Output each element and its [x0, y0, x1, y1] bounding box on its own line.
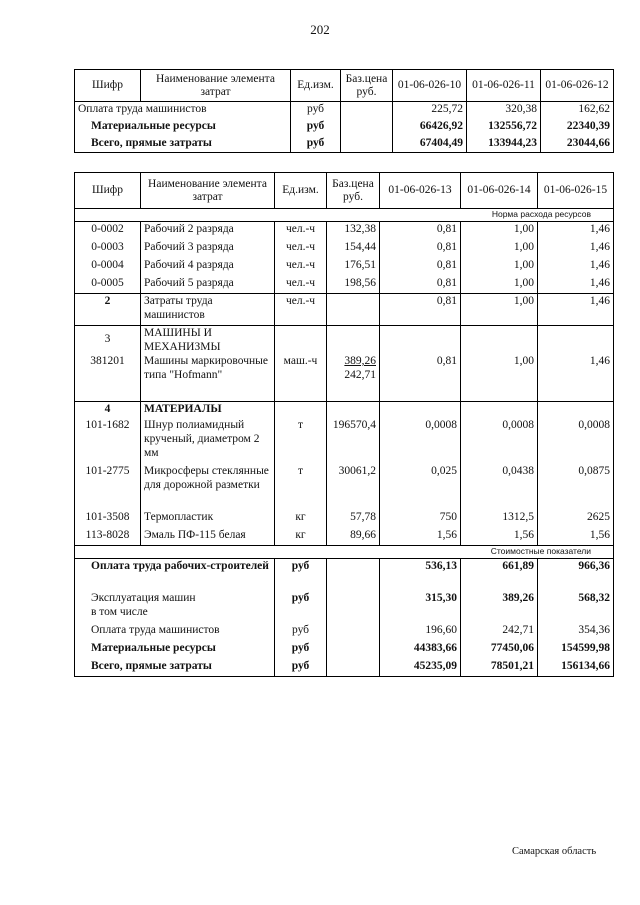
row-value: 0,81	[436, 355, 457, 367]
row-value: 22340,39	[541, 119, 614, 136]
table-row	[75, 240, 614, 258]
row-value: 0,0875	[538, 464, 614, 510]
row-value: 0,81	[380, 276, 461, 294]
row-code: 381201	[90, 355, 125, 367]
footer-region: Самарская область	[512, 846, 597, 857]
row-value: 77450,06	[461, 641, 538, 659]
row-code: 101-2775	[75, 464, 141, 510]
col-price: Баз.цена руб.	[341, 70, 393, 102]
row-value: 66426,92	[393, 119, 467, 136]
col-v1: 01-06-026-10	[393, 70, 467, 102]
row-value: 1,46	[538, 240, 614, 258]
row-price: 176,51	[327, 258, 380, 276]
price-machine: 389,26	[344, 355, 376, 367]
row-value: 67404,49	[393, 136, 467, 153]
row-value: 1,46	[538, 258, 614, 276]
table-row	[75, 659, 614, 677]
row-unit: руб	[291, 119, 341, 136]
col-code: Шифр	[75, 70, 141, 102]
row-code: 101-3508	[75, 510, 141, 528]
page-number: 202	[310, 22, 330, 37]
row-unit: кг	[275, 528, 327, 546]
row-unit: т	[275, 418, 327, 464]
row-unit: руб	[275, 559, 327, 591]
row-value: 966,36	[538, 559, 614, 591]
table-row	[75, 294, 614, 326]
table-row	[75, 559, 614, 591]
row-price: 154,44	[327, 240, 380, 258]
table-header	[75, 173, 614, 209]
col-name: Наименование элемента затрат	[141, 70, 291, 102]
row-value: 1,56	[461, 528, 538, 546]
row-value: 0,0008	[538, 418, 614, 464]
row-name: Оплата труда машинистов	[75, 102, 291, 119]
row-unit: кг	[275, 510, 327, 528]
row-value: 242,71	[461, 623, 538, 641]
row-value: 661,89	[461, 559, 538, 591]
table-row	[75, 326, 614, 402]
row-name: Всего, прямые затраты	[75, 136, 291, 153]
section-name: МАШИНЫ И МЕХАНИЗМЫ	[144, 327, 221, 353]
row-unit: руб	[291, 136, 341, 153]
row-name: Всего, прямые затраты	[75, 659, 275, 677]
table-row	[75, 464, 614, 510]
section-code: 3	[104, 333, 111, 345]
row-unit: т	[275, 464, 327, 510]
row-price: 89,66	[327, 528, 380, 546]
row-value: 1,00	[461, 222, 538, 240]
row-name: Рабочий 4 разряда	[141, 258, 275, 276]
col-v2: 01-06-026-11	[467, 70, 541, 102]
row-value: 354,36	[538, 623, 614, 641]
row-name: Эмаль ПФ-115 белая	[141, 528, 275, 546]
row-value: 568,32	[538, 591, 614, 623]
row-value: 1,46	[538, 222, 614, 240]
row-subname: в том числе	[91, 605, 148, 618]
row-value: 0,0008	[380, 418, 461, 464]
row-name: Рабочий 5 разряда	[141, 276, 275, 294]
row-value: 154599,98	[538, 641, 614, 659]
row-price: 30061,2	[327, 464, 380, 510]
table-row	[75, 418, 614, 464]
section-row	[75, 402, 614, 418]
col-price: Баз.цена руб.	[327, 173, 380, 209]
cost-table-2	[74, 172, 614, 677]
row-value: 1,00	[513, 355, 534, 367]
cost-subheader: Стоимостные показатели	[75, 546, 614, 559]
row-value: 225,72	[393, 102, 467, 119]
row-name: Материальные ресурсы	[75, 641, 275, 659]
section-code: 4	[75, 402, 141, 418]
row-unit: чел.-ч	[275, 294, 327, 326]
row-code: 0-0002	[75, 222, 141, 240]
row-unit: чел.-ч	[275, 222, 327, 240]
table-row	[75, 591, 614, 623]
row-price: 132,38	[327, 222, 380, 240]
row-value: 0,81	[380, 258, 461, 276]
row-unit: руб	[275, 641, 327, 659]
row-value: 1,00	[461, 258, 538, 276]
row-value: 196,60	[380, 623, 461, 641]
row-value: 1,00	[461, 294, 538, 326]
row-value: 315,30	[380, 591, 461, 623]
row-value: 1,00	[461, 276, 538, 294]
table-row	[75, 528, 614, 546]
row-unit: руб	[291, 102, 341, 119]
row-value: 23044,66	[541, 136, 614, 153]
row-value: 44383,66	[380, 641, 461, 659]
row-name: Материальные ресурсы	[75, 119, 291, 136]
row-name: Оплата труда машинистов	[75, 623, 275, 641]
row-value: 156134,66	[538, 659, 614, 677]
row-unit: руб	[275, 623, 327, 641]
table-header	[75, 70, 614, 102]
norm-subheader: Норма расхода ресурсов	[75, 209, 614, 222]
table-row	[75, 102, 614, 119]
col-unit: Ед.изм.	[291, 70, 341, 102]
row-code: 0-0005	[75, 276, 141, 294]
row-price: 198,56	[327, 276, 380, 294]
row-value: 320,38	[467, 102, 541, 119]
table-row	[75, 510, 614, 528]
row-value: 1,46	[538, 294, 614, 326]
row-value: 1,56	[380, 528, 461, 546]
row-name: Шнур полиамидный крученый, диаметром 2 мм	[141, 418, 275, 464]
row-unit: маш.-ч	[283, 355, 318, 367]
row-unit: чел.-ч	[275, 240, 327, 258]
row-value: 1,56	[538, 528, 614, 546]
table-row	[75, 641, 614, 659]
table-row	[75, 222, 614, 240]
row-value: 0,81	[380, 240, 461, 258]
row-value: 45235,09	[380, 659, 461, 677]
row-value: 1312,5	[461, 510, 538, 528]
row-name: Термопластик	[141, 510, 275, 528]
section-name: МАТЕРИАЛЫ	[141, 402, 275, 418]
table-row	[75, 276, 614, 294]
row-price: 196570,4	[327, 418, 380, 464]
row-value: 0,0438	[461, 464, 538, 510]
row-value: 0,81	[380, 294, 461, 326]
row-value: 1,46	[538, 276, 614, 294]
table-row	[75, 258, 614, 276]
row-value: 2625	[538, 510, 614, 528]
row-name: Затраты труда машинистов	[141, 294, 275, 326]
row-code: 101-1682	[75, 418, 141, 464]
row-unit: руб	[275, 591, 327, 623]
col-v3: 01-06-026-15	[538, 173, 614, 209]
row-value: 132556,72	[467, 119, 541, 136]
row-value: 0,0008	[461, 418, 538, 464]
row-code: 113-8028	[75, 528, 141, 546]
table-row	[75, 119, 614, 136]
row-value: 1,00	[461, 240, 538, 258]
table-row	[75, 136, 614, 153]
row-value: 78501,21	[461, 659, 538, 677]
row-value: 133944,23	[467, 136, 541, 153]
row-name: Оплата труда рабочих-строителей	[75, 559, 275, 591]
col-name: Наименование элемента затрат	[141, 173, 275, 209]
row-value: 162,62	[541, 102, 614, 119]
col-v3: 01-06-026-12	[541, 70, 614, 102]
row-name: Рабочий 3 разряда	[141, 240, 275, 258]
row-name: Машины маркировочные типа "Hofmann"	[144, 355, 268, 381]
col-unit: Ед.изм.	[275, 173, 327, 209]
row-price: 57,78	[327, 510, 380, 528]
row-value: 0,81	[380, 222, 461, 240]
row-value: 750	[380, 510, 461, 528]
row-name: Эксплуатация машин	[91, 591, 196, 604]
price-operator: 242,71	[344, 369, 376, 381]
table-row	[75, 623, 614, 641]
row-code: 0-0003	[75, 240, 141, 258]
col-v1: 01-06-026-13	[380, 173, 461, 209]
row-code: 2	[75, 294, 141, 326]
row-value: 1,46	[589, 355, 610, 367]
row-unit: руб	[275, 659, 327, 677]
row-name: Рабочий 2 разряда	[141, 222, 275, 240]
row-code: 0-0004	[75, 258, 141, 276]
row-value: 536,13	[380, 559, 461, 591]
col-code: Шифр	[75, 173, 141, 209]
row-name: Микросферы стеклянные для дорожной разметки	[141, 464, 275, 510]
row-unit: чел.-ч	[275, 258, 327, 276]
col-v2: 01-06-026-14	[461, 173, 538, 209]
cost-table-1	[74, 69, 614, 153]
row-unit: чел.-ч	[275, 276, 327, 294]
row-value: 389,26	[461, 591, 538, 623]
row-value: 0,025	[380, 464, 461, 510]
